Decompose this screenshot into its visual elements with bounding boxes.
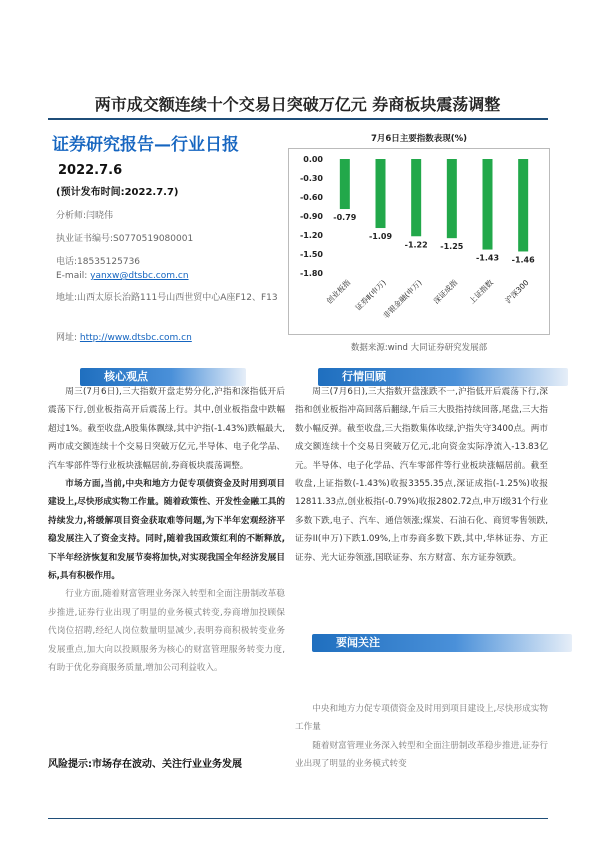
y-tick-label: 0.00 [303,155,323,164]
analyst-email [56,271,189,281]
data-label: -1.46 [511,255,535,265]
bar [518,159,528,251]
footer-divider [48,818,548,819]
data-label: -1.22 [404,240,428,250]
section-header-market-review: 行情回顾 [318,368,568,386]
core-view-body [48,383,285,678]
website-link[interactable]: http://www.dtsbc.com.cn [79,333,192,343]
core-view-paragraph-1: 周三(7月6日),三大指数开盘走势分化,沪指和深指低开后震荡下行,创业板指高开后震荡上行。其中,创业板指盘中跌幅超过1%。截至收盘,A股集体飘绿,其中沪指(-1.43%)跌幅最大,两市成交额连续十个交易日突破万亿元,半导体、电子化学品、汽车零部件等行业板块涨幅居前,券商板块震荡调整。 [48,387,285,471]
data-label: -0.79 [333,213,357,223]
core-view-paragraph-2: 市场方面,当前,中央和地方力促专项债资金及时用到项目建设上,尽快形成实物工作量。随着政策性、开发性金融工具的持续发力,将缓解项目资金获取难等问题,为下半年宏观经济平稳发展注入了资金支持。同时,随着我国政策红利的不断释放,下半年经济恢复和发展节奏将加快,对实现我国全年经济发展目标,具有积极作用。 [48,479,285,582]
x-tick-label: 深证成指 [431,278,460,306]
email-link[interactable]: yanxw@dtsbc.com.cn [90,271,189,281]
report-type: 证券研究报告—行业日报 [52,135,239,155]
x-tick-label: 沪深300 [503,278,531,306]
section-header-focus: 要闻关注 [312,634,572,652]
y-tick-label: -1.80 [299,269,323,278]
title-divider [48,118,548,120]
y-tick-label: -0.90 [299,212,323,221]
chart-frame [288,148,550,335]
data-label: -1.25 [440,242,464,252]
website-row [56,330,192,343]
core-view-paragraph-3: 行业方面,随着财富管理业务深入转型和全面注册制改革稳步推进,证券行业出现了明显的业务模式转变,券商增加投顾保代岗位招聘,经纪人岗位数量明显减少,表明券商积极转变业务发展重点,加大向以投顾服务为核心的财富管理服务转变力度,有助于优化券商服务质量,增加公司利益收入。 [48,589,285,674]
bar [340,159,350,209]
analyst-phone: 电话:18535125736 [56,257,141,267]
chart-source: 数据来源:wind 大同证券研究发展部 [350,343,488,353]
x-tick-label: 创业板指 [324,278,353,306]
focus-item-2: 随着财富管理业务深入转型和全面注册制改革稳步推进,证券行业出现了明显的业务模式转变 [295,740,548,770]
risk-warning: 风险提示:市场存在波动、关注行业业务发展 [48,759,242,770]
focus-body [295,700,548,774]
x-tick-label: 证券Ⅱ(申万) [353,278,388,313]
analyst-name: 分析师:闫晓伟 [56,211,114,221]
report-date: 2022.7.6 [58,163,123,178]
page-title: 两市成交额连续十个交易日突破万亿元 券商板块震荡调整 [94,95,501,114]
release-time: (预计发布时间:2022.7.7) [56,187,179,198]
bar [483,159,493,250]
bar [447,159,457,238]
market-review-body [295,383,548,567]
bar [376,159,386,228]
focus-item-1: 中央和地方力促专项债资金及时用到项目建设上,尽快形成实物工作量 [295,704,548,733]
y-tick-label: -1.20 [299,231,323,240]
data-label: -1.43 [475,253,500,263]
market-review-paragraph: 周三(7月6日),三大指数开盘涨跌不一,沪指低开后震荡下行,深指和创业板指冲高回落后翻绿,午后三大股指持续回落,尾盘,三大指数小幅反弹。截至收盘,三大指数集体收绿,沪指失守3400点。两市成交额连续十个交易日突破万亿元,北向资金实际净流入-13.83亿元。半导体、电子化学品、汽车零部件等行业板块涨幅居前。截至收盘,上证指数(-1.43%)收报3355.35点,深证成指(-1.25%)收报12811.33点,创业板指(-0.79%)收报2802.72点,申万I级31个行业多数下跌,电子、汽车、通信领涨;煤炭、石油石化、商贸零售领跌,证券II(申万)下跌1.09%,上市券商多数下跌,其中,华林证券、方正证券、光大证券领涨,国联证券、东方财富、东方证券领跌。 [295,387,548,563]
y-tick-label: -1.50 [299,250,323,259]
email-label: E-mail: [56,271,88,281]
bar [411,159,421,236]
y-tick-label: -0.60 [299,193,323,202]
y-tick-label: -0.30 [299,174,323,183]
website-label: 网址: [56,333,78,343]
analyst-address: 地址:山西太原长治路111号山西世贸中心A座F12、F13 [56,293,278,303]
chart-title: 7月6日主要指数表现(%) [370,134,468,144]
data-label: -1.09 [368,232,393,242]
section-header-core-view: 核心观点 [80,368,246,386]
x-tick-label: 上证指数 [467,278,495,306]
bar-chart [289,149,549,334]
analyst-cert: 执业证书编号:S0770519080001 [56,234,194,244]
x-tick-label: 非银金融(申万) [381,278,424,321]
